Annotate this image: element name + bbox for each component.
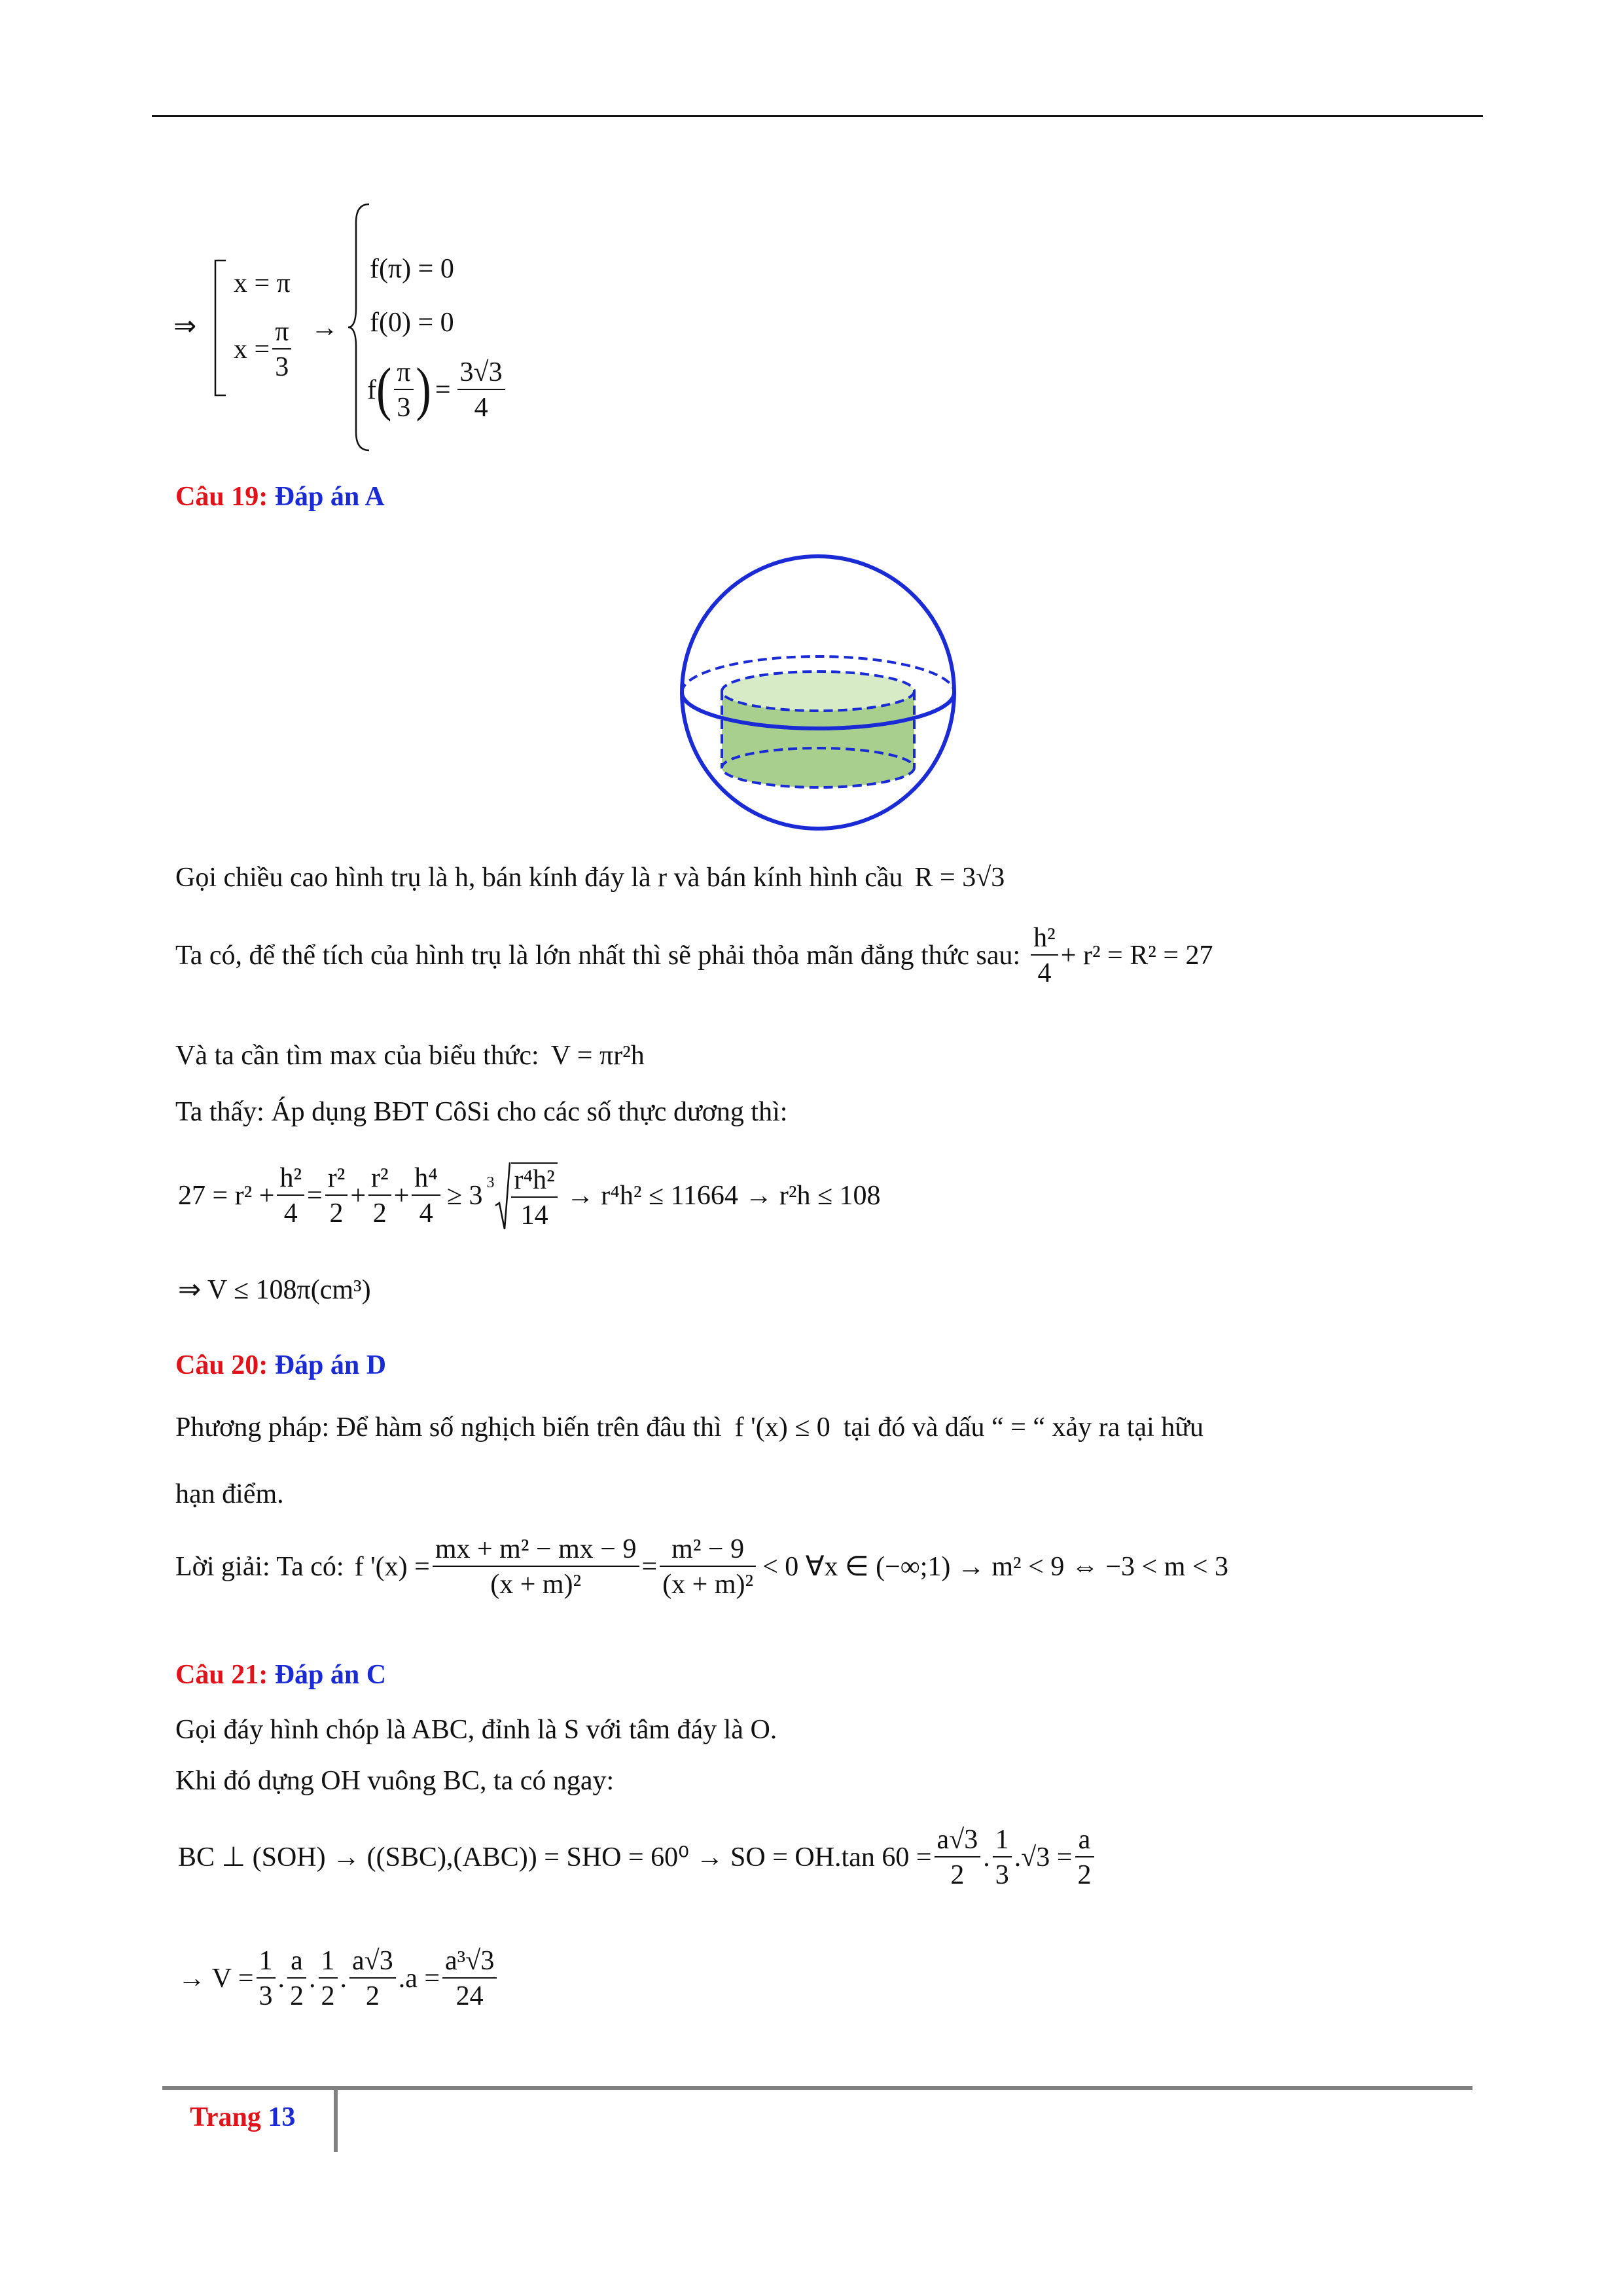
q19-line4: Ta thấy: Áp dụng BĐT CôSi cho các số thực dương thì: (175, 1097, 788, 1127)
block18-system (173, 196, 566, 452)
page-number: Trang 13 (190, 2102, 296, 2132)
root-2-fraction: $\frac{\pi}{3}$ (272, 318, 291, 381)
q20-method-cont: hạn điểm. (175, 1479, 284, 1509)
footer-rule (162, 2086, 1472, 2090)
q21-heading: Câu 21: Đáp án C (175, 1660, 387, 1690)
root-1: x = π (234, 268, 291, 298)
value-f-zero: f(0) = 0 (370, 308, 454, 338)
q19-heading: Câu 19: Đáp án A (175, 482, 385, 512)
q19-inequality: 27 = r² + $\frac{\text{h²}}{4}$ = $\frac{\text{r²}}{2}$ + $\frac{\text{r²}}{2}$ + $\frac{\text{h⁴}}{4}$ ≥ 3 3 $\frac{\text{r⁴h²}}{14}$ → r⁴h² ≤ 11664 → r²h ≤ 108 (178, 1160, 881, 1232)
square-bracket (213, 259, 232, 397)
q21-eq2: → V = $\frac{1}{3}$ . $\frac{a}{2}$ . $\frac{1}{2}$ . $\frac{a√3}{2}$ .a = $\frac{\text{a³√3}}{24}$ (178, 1947, 499, 2010)
implies-symbol: ⇒ (173, 312, 197, 342)
root-2: x = $\frac{\pi}{3}$ (234, 318, 294, 381)
footer-divider (334, 2088, 338, 2152)
radical-sign (494, 1160, 511, 1232)
q19-result: ⇒ V ≤ 108π(cm³) (178, 1275, 371, 1305)
sphere-cylinder-figure (668, 542, 969, 843)
q20-heading: Câu 20: Đáp án D (175, 1350, 387, 1380)
q21-eq1: BC ⊥ (SOH) → ((SBC),(ABC)) = SHO = 60⁰ → SO = OH.tan 60 = $\frac{a√3}{2}$ . $\frac{1}{3}$ .√3 = $\frac{a}{2}$ (178, 1826, 1097, 1889)
q21-line1: Gọi đáy hình chóp là ABC, đỉnh là S với tâm đáy là O. (175, 1715, 777, 1745)
q19-line1: Gọi chiều cao hình trụ là h, bán kính đáy là r và bán kính hình cầu R = 3√3 (175, 863, 1005, 893)
q19-line2: Ta có, để thể tích của hình trụ là lớn nhất thì sẽ phải thỏa mãn đẳng thức sau: $\frac{\text{h²}}{4}$ + r² = R² = 27 (175, 923, 1213, 988)
q19-line3: Và ta cần tìm max của biểu thức: V = πr²h (175, 1041, 645, 1071)
value-f-pi-third: f ( $\frac{\pi}{3}$ ) = $\frac{3√3}{4}$ (367, 359, 508, 422)
q20-solution: Lời giải: Ta có: f '(x) = $\frac{\text{mx + m² − mx − 9}}{\text{(x + m)²}}$ = $\frac{\text{m² − 9}}{\text{(x + m)²}}$ < 0 ∀x ∈ (−∞;1) → m² < 9 ⇔ −3 < m < 3 (175, 1534, 1229, 1600)
value-f-pi: f(π) = 0 (370, 254, 454, 284)
q20-method: Phương pháp: Để hàm số nghịch biến trên đâu thì f '(x) ≤ 0 tại đó và dấu “ = “ xảy ra tại hữu (175, 1412, 1204, 1443)
q21-line2: Khi đó dựng OH vuông BC, ta có ngay: (175, 1766, 615, 1796)
header-rule (152, 115, 1483, 117)
cylinder-top (722, 672, 914, 711)
implies-arrow: → (311, 313, 338, 343)
